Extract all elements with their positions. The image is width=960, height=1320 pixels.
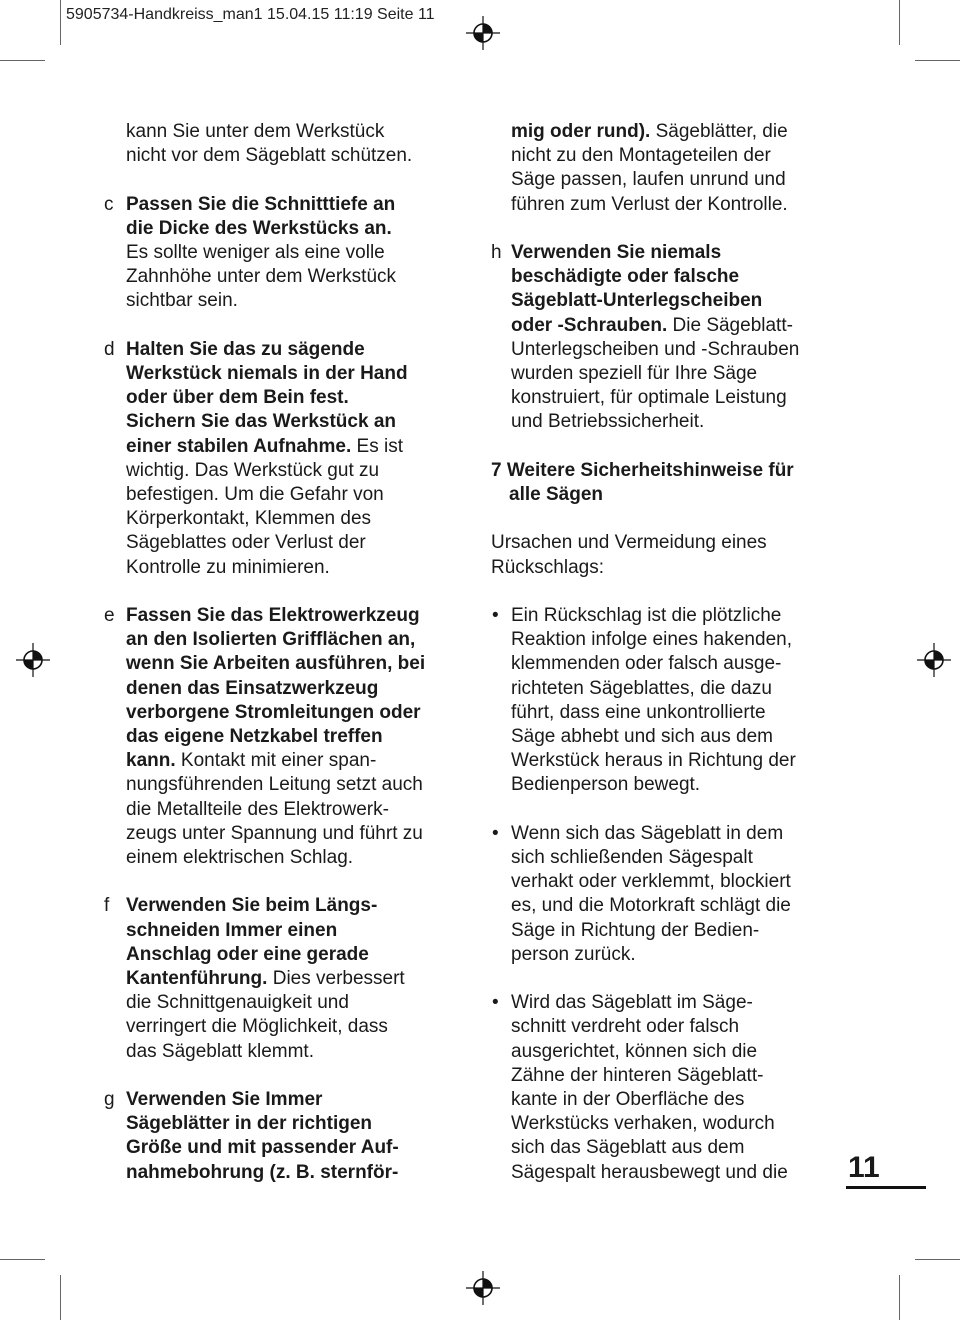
text-line: klemmenden oder falsch ausge- <box>511 653 782 675</box>
text-line <box>126 1112 472 1136</box>
bold-text: Sägeblätter in der richtigen <box>126 1113 372 1135</box>
intro-paragraph <box>92 120 472 168</box>
text-line: person zurück. <box>511 943 636 965</box>
text-line: kann Sie unter dem Werkstück <box>126 121 385 142</box>
crop-mark-bottom-right-v <box>899 1275 900 1320</box>
subheading-line: Rückschlags: <box>491 556 604 578</box>
text-line <box>511 338 856 362</box>
text-line <box>126 1161 472 1185</box>
regular-text: Kontrolle zu minimieren. <box>126 556 330 578</box>
bold-text: Verwenden Sie Immer <box>126 1089 323 1111</box>
text-line <box>126 1088 472 1112</box>
bold-text: die Dicke des Werkstücks an. <box>126 217 392 239</box>
bold-text: Werkstück niemals in der Hand <box>126 363 408 384</box>
regular-text: Zahnhöhe unter dem Werkstück <box>126 266 397 288</box>
regular-text: Unterlegscheiben und -Schrauben <box>511 338 800 360</box>
text-line <box>126 217 472 241</box>
bold-text: das eigene Netzkabel treffen <box>126 726 383 748</box>
text-line <box>126 435 472 459</box>
bold-text: Verwenden Sie niemals <box>511 242 722 263</box>
bold-text: schneiden Immer einen <box>126 919 338 941</box>
regular-text: sichtbar sein. <box>126 290 238 312</box>
bold-text: Sichern Sie das Werkstück an <box>126 411 396 433</box>
item-marker: c <box>104 193 114 215</box>
regular-text: führen zum Verlust der Kontrolle. <box>511 193 788 215</box>
text-line <box>126 773 472 797</box>
bold-text: wenn Sie Arbeiten ausführen, bei <box>126 653 426 675</box>
text-line: Reaktion infolge eines hakenden, <box>511 629 792 651</box>
item-marker: e <box>104 605 115 627</box>
bold-text: Passen Sie die Schnitttiefe an <box>126 193 396 215</box>
registration-mark-bottom-icon <box>466 1271 500 1305</box>
text-line <box>126 386 472 410</box>
subheading <box>491 531 856 579</box>
text-line <box>126 749 472 773</box>
right-column <box>491 120 856 1209</box>
text-line: Wenn sich das Sägeblatt in dem <box>511 822 784 844</box>
text-line <box>126 289 472 313</box>
continuation-paragraph <box>491 120 856 217</box>
bold-text: kann. <box>126 750 176 772</box>
regular-text: befestigen. Um die Gefahr von <box>126 484 384 506</box>
text-line <box>511 314 856 338</box>
text-line <box>511 386 856 410</box>
regular-text: die Schnittgenauigkeit und <box>126 992 349 1014</box>
text-line: ausgerichtet, können sich die <box>511 1040 758 1062</box>
regular-text: Es ist <box>351 435 403 457</box>
crop-mark-bottom-left-h <box>0 1259 45 1260</box>
bold-text: nahmebohrung (z. B. sternför- <box>126 1161 399 1183</box>
crop-mark-top-left-v <box>60 0 61 45</box>
text-line <box>126 193 472 217</box>
crop-mark-bottom-right-h <box>915 1259 960 1260</box>
bold-text: einer stabilen Aufnahme. <box>126 435 352 457</box>
bullet-item <box>491 991 856 1185</box>
text-line: Wird das Sägeblatt im Säge- <box>511 992 753 1014</box>
text-line <box>126 531 472 555</box>
text-line <box>126 652 472 676</box>
page-number: 11 <box>846 1150 926 1189</box>
regular-text: Sägeblätter, die <box>650 121 788 142</box>
list-item-e <box>92 604 472 870</box>
text-line: Säge abhebt und sich aus dem <box>511 726 773 748</box>
text-line: verhakt oder verklemmt, blockiert <box>511 871 791 893</box>
regular-text: nungsführenden Leitung setzt auch <box>126 774 423 796</box>
text-line <box>126 483 472 507</box>
heading-line: alle Sägen <box>509 484 603 506</box>
text-line <box>511 144 856 168</box>
registration-mark-top-icon <box>466 16 500 50</box>
bold-text: Kantenführung. <box>126 968 268 990</box>
text-line <box>126 677 472 701</box>
regular-text: Kontakt mit einer span- <box>175 750 377 772</box>
regular-text: wurden speziell für Ihre Säge <box>511 363 758 385</box>
text-line <box>126 943 472 967</box>
left-column <box>92 120 472 1209</box>
bullet-item <box>491 822 856 967</box>
bold-text: Sägeblatt-Unterlegscheiben <box>511 290 763 312</box>
item-marker: h <box>491 242 502 263</box>
item-marker: d <box>104 338 115 360</box>
bold-text: Verwenden Sie beim Längs- <box>126 895 378 917</box>
text-line <box>126 725 472 749</box>
text-line <box>126 701 472 725</box>
bold-text: oder über dem Bein fest. <box>126 387 349 409</box>
regular-text: Säge passen, laufen unrund und <box>511 169 786 191</box>
bold-text: an den Isolierten Grifflächen an, <box>126 629 416 651</box>
text-line <box>126 1015 472 1039</box>
bold-text: denen das Einsatzwerkzeug <box>126 677 379 699</box>
regular-text: Die Sägeblatt- <box>667 314 793 336</box>
regular-text: das Sägeblatt klemmt. <box>126 1040 314 1062</box>
regular-text: und Betriebssicherheit. <box>511 411 705 433</box>
text-line <box>126 967 472 991</box>
regular-text: die Metallteile des Elektrowerk- <box>126 798 389 820</box>
regular-text: Dies verbessert <box>267 968 405 990</box>
text-line <box>126 556 472 580</box>
text-line: Zähne der hinteren Sägeblatt- <box>511 1064 764 1086</box>
bullet-icon: • <box>492 992 499 1014</box>
bold-text: beschädigte oder falsche <box>511 266 740 288</box>
crop-mark-top-right-h <box>915 60 960 61</box>
text-line <box>126 410 472 434</box>
text-line <box>126 1136 472 1160</box>
text-line: nicht vor dem Sägeblatt schützen. <box>126 145 413 167</box>
registration-mark-right-icon <box>917 643 951 677</box>
text-line: Säge in Richtung der Bedien- <box>511 919 760 941</box>
registration-mark-left-icon <box>16 643 50 677</box>
text-line <box>126 265 472 289</box>
text-line <box>126 822 472 846</box>
bold-text: Fassen Sie das Elektrowerkzeug <box>126 605 420 627</box>
text-line <box>126 846 472 870</box>
crop-mark-top-left-h <box>0 60 45 61</box>
heading-line: 7 Weitere Sicherheitshinweise für <box>491 459 794 481</box>
bullet-item <box>491 604 856 798</box>
text-line <box>511 241 856 265</box>
text-line: kante in der Oberfläche des <box>511 1089 745 1111</box>
print-slug: 5905734-Handkreiss_man1 15.04.15 11:19 Seite 11 <box>66 6 435 23</box>
text-line <box>126 991 472 1015</box>
text-line <box>511 193 856 217</box>
regular-text: einem elektrischen Schlag. <box>126 847 354 869</box>
text-line <box>511 289 856 313</box>
regular-text: wichtig. Das Werkstück gut zu <box>126 459 380 481</box>
text-line: schnitt verdreht oder falsch <box>511 1016 740 1038</box>
crop-mark-bottom-left-v <box>60 1275 61 1320</box>
text-line <box>511 410 856 434</box>
text-line <box>126 604 472 628</box>
crop-mark-top-right-v <box>899 0 900 45</box>
item-marker: f <box>104 895 110 917</box>
item-marker: g <box>104 1089 115 1111</box>
text-line <box>126 894 472 918</box>
regular-text: konstruiert, für optimale Leistung <box>511 387 787 409</box>
text-line: führt, dass eine unkontrollierte <box>511 701 766 723</box>
regular-text: verringert die Möglichkeit, dass <box>126 1016 388 1038</box>
bullet-icon: • <box>492 822 499 844</box>
list-item-d <box>92 338 472 580</box>
text-line: sich das Sägeblatt aus dem <box>511 1137 745 1159</box>
text-line <box>126 362 472 386</box>
text-line: Werkstücks verhaken, wodurch <box>511 1113 775 1135</box>
text-line: richteten Sägeblattes, die dazu <box>511 677 772 699</box>
text-line <box>126 507 472 531</box>
list-item-h <box>491 241 856 435</box>
text-line: Sägespalt herausbewegt und die <box>511 1161 788 1183</box>
regular-text: zeugs unter Spannung und führt zu <box>126 822 423 844</box>
text-line: Bedienperson bewegt. <box>511 774 701 796</box>
list-item-g <box>92 1088 472 1185</box>
subheading-line: Ursachen und Vermeidung eines <box>491 532 767 554</box>
text-line <box>126 798 472 822</box>
list-item-f <box>92 894 472 1063</box>
text-line: sich schließenden Sägespalt <box>511 847 753 869</box>
bold-text: Halten Sie das zu sägende <box>126 338 365 360</box>
section-heading <box>491 459 856 507</box>
bullet-icon: • <box>492 605 499 626</box>
text-line <box>511 120 856 144</box>
text-line <box>511 168 856 192</box>
bold-text: verborgene Stromleitungen oder <box>126 701 421 723</box>
text-line <box>126 1040 472 1064</box>
text-line <box>126 919 472 943</box>
text-line <box>126 628 472 652</box>
regular-text: nicht zu den Montageteilen der <box>511 145 771 167</box>
bold-text: mig oder rund). <box>511 121 651 142</box>
text-line: Werkstück heraus in Richtung der <box>511 750 796 772</box>
text-line <box>511 265 856 289</box>
list-item-c <box>92 193 472 314</box>
regular-text: Es sollte weniger als eine volle <box>126 242 385 263</box>
bold-text: oder -Schrauben. <box>511 314 668 336</box>
text-line: Ein Rückschlag ist die plötzliche <box>511 605 782 626</box>
regular-text: Körperkontakt, Klemmen des <box>126 508 372 530</box>
text-line <box>126 338 472 362</box>
text-line <box>126 459 472 483</box>
bold-text: Anschlag oder eine gerade <box>126 943 369 965</box>
bold-text: Größe und mit passender Auf- <box>126 1137 399 1159</box>
text-line: es, und die Motorkraft schlägt die <box>511 895 791 917</box>
regular-text: Sägeblattes oder Verlust der <box>126 532 366 554</box>
text-line <box>511 362 856 386</box>
text-line <box>126 241 472 265</box>
